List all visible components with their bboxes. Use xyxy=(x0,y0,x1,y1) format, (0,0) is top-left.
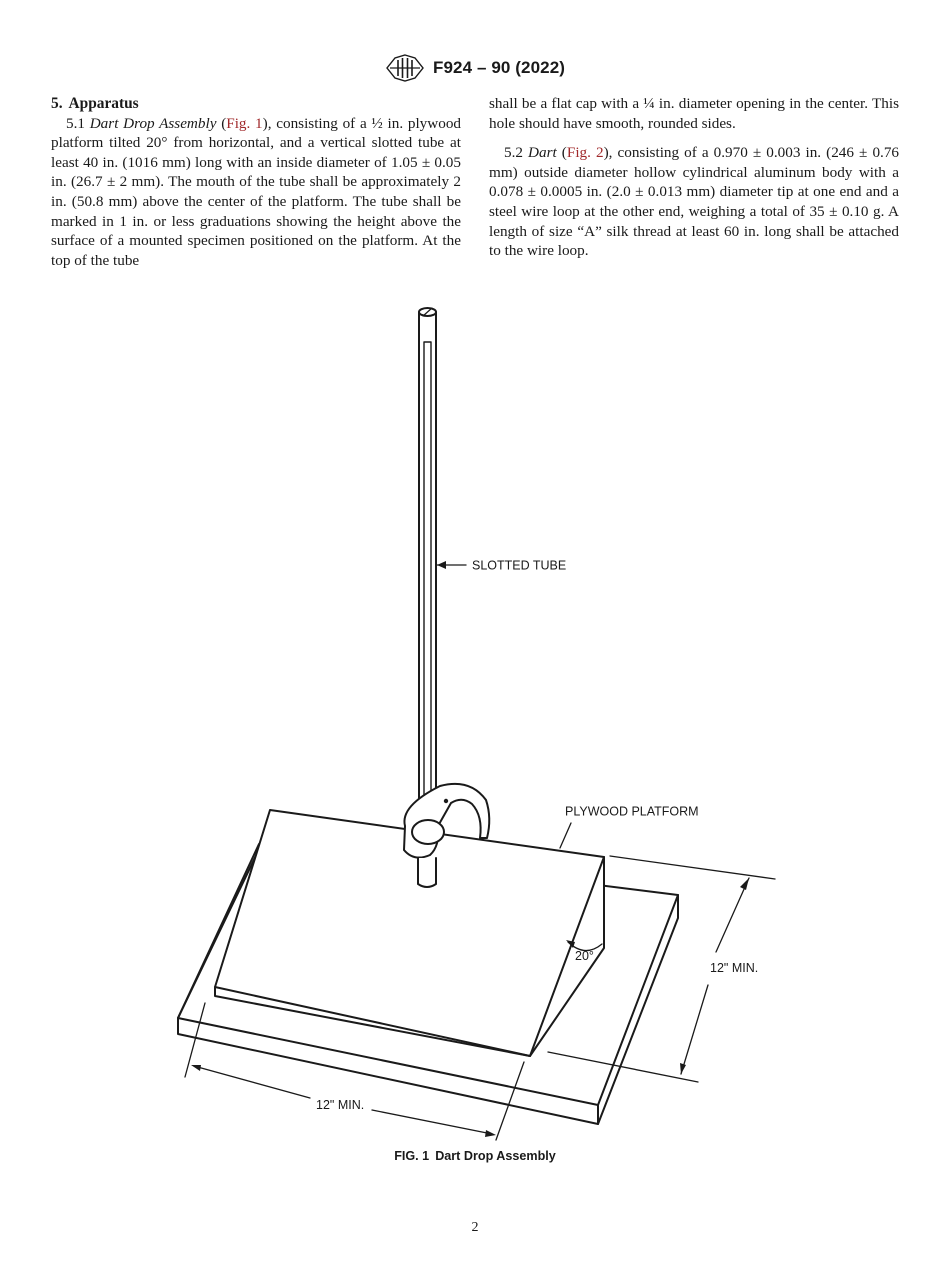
label-angle: 20° xyxy=(575,949,594,963)
width-ext-right xyxy=(496,1062,524,1140)
platform-leader xyxy=(560,823,571,848)
bracket-screw xyxy=(444,799,448,803)
label-depth-dimension: 12" MIN. xyxy=(710,961,759,975)
paragraph-text: ), consisting of a 0.970 ± 0.003 in. (246 ± 0.76 mm) outside diameter hollow cylindrical aluminum body with a 0.078 ± 0.0005 in. (2.0 ± 0.013 mm) diameter tip at one end and a steel wire loop at the other end, weighing a total of 35 ± 0.10 g. A length of size “A” silk thread at least 60 in. long shall be attached to the wire loop. xyxy=(489,144,900,260)
figure-number: FIG. 1 xyxy=(394,1149,430,1163)
width-dim-line-right xyxy=(372,1110,492,1134)
depth-arrowhead-top xyxy=(740,878,749,890)
slotted-tube xyxy=(419,312,436,822)
width-dim-line-left xyxy=(194,1066,310,1098)
width-arrowhead-left xyxy=(191,1065,201,1071)
paragraph-number: 5.1 xyxy=(66,114,85,132)
section-title: Apparatus xyxy=(68,95,139,112)
fig-1-link[interactable]: Fig. 1 xyxy=(226,114,263,132)
fig-2-link[interactable]: Fig. 2 xyxy=(566,144,604,162)
label-plywood-platform: PLYWOOD PLATFORM xyxy=(565,804,699,819)
depth-ext-bottom xyxy=(548,1052,698,1082)
paragraph-text: ), consisting of a ½ in. plywood platform tilted 20° from horizontal, and a vertical slotted tube at least 40 in. (1016 mm) long with an inside diameter of 1.05 ± 0.05 in. (26.7 ± 2 mm). The mouth of the tube shall be approximately 2 in. (50.8 mm) above the center of the platform. The tube shall be marked in 1 in. or less graduations showing the height above the surface of a mounted specimen positioned on the platform. At the top of the tube xyxy=(51,114,462,269)
depth-ext-top xyxy=(610,856,775,879)
width-arrowhead-right xyxy=(485,1130,496,1137)
tube-arrowhead xyxy=(437,561,446,569)
base-right-edge xyxy=(598,895,678,1124)
figure-caption xyxy=(0,1149,950,1163)
paren: ( xyxy=(556,144,567,162)
tube-slot xyxy=(424,342,431,818)
figure-title: Dart Drop Assembly xyxy=(435,1149,556,1163)
depth-dim-line-upper xyxy=(716,878,749,952)
bracket-hole xyxy=(412,820,444,844)
tube-stub xyxy=(418,858,436,887)
paren: ( xyxy=(216,114,227,132)
depth-arrowhead-bottom xyxy=(680,1063,686,1074)
section-number: 5. xyxy=(51,95,63,112)
page-number: 2 xyxy=(471,1220,479,1235)
paragraph-5-1-continued: shall be a flat cap with a ¼ in. diameter opening in the center. This hole should have smooth, rounded sides. xyxy=(489,95,899,132)
paragraph-term: Dart Drop Assembly xyxy=(89,114,217,132)
document-designation: F924 – 90 (2022) xyxy=(432,58,566,77)
label-slotted-tube: SLOTTED TUBE xyxy=(472,558,567,573)
depth-dim-line-lower xyxy=(681,985,708,1074)
label-width-dimension: 12" MIN. xyxy=(316,1098,365,1112)
paragraph-number: 5.2 xyxy=(504,144,523,162)
paragraph-term: Dart xyxy=(528,144,557,162)
